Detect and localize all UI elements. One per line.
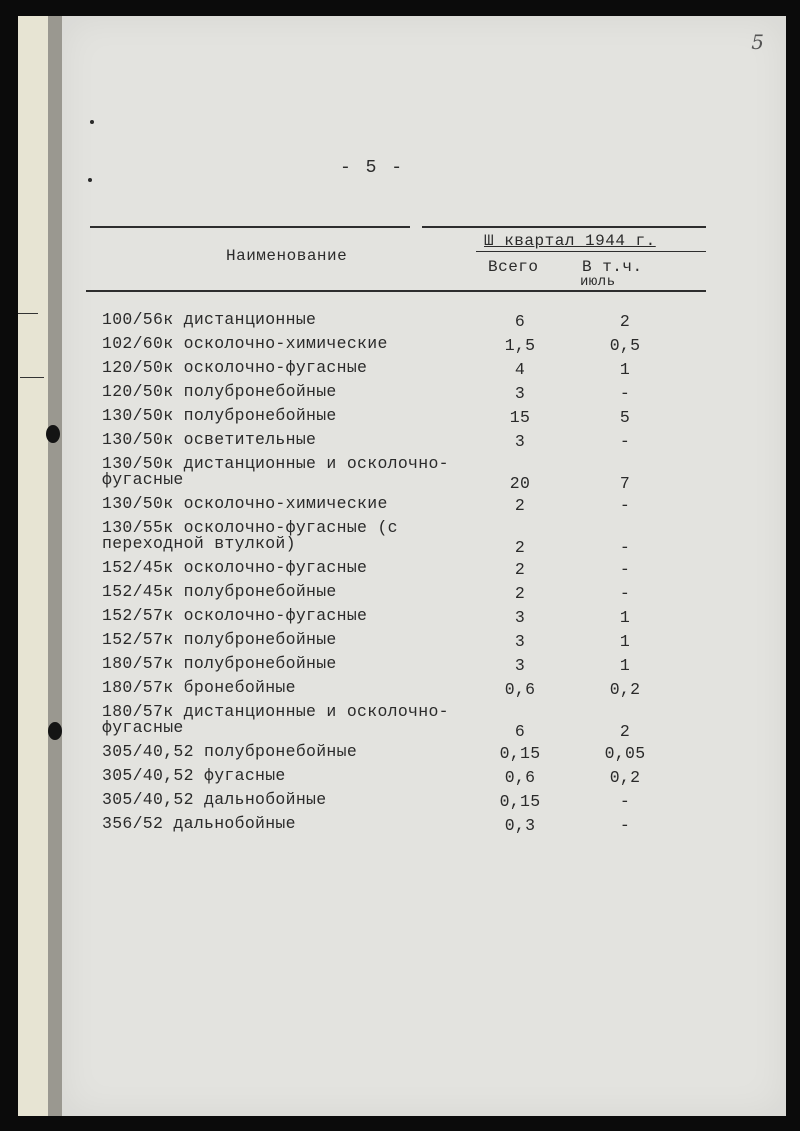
row-total: 20 [509, 474, 531, 493]
table-row [102, 408, 662, 430]
column-header-total: Всего [488, 258, 539, 276]
table-row [102, 336, 662, 358]
row-name: 305/40,52 дальнобойные [102, 790, 327, 809]
row-name: 152/57к осколочно-фугасные [102, 606, 368, 625]
row-total: 4 [514, 360, 526, 379]
table-row [102, 768, 662, 790]
table-row [102, 518, 662, 557]
row-name: 305/40,52 фугасные [102, 766, 286, 785]
row-total: 0,15 [499, 744, 541, 763]
table-top-rule [90, 226, 410, 228]
row-total: 3 [514, 384, 526, 403]
row-july: - [619, 792, 631, 811]
row-july: - [619, 384, 631, 403]
row-name: 120/50к полубронебойные [102, 382, 337, 401]
table-row [102, 816, 662, 838]
table-row [102, 656, 662, 678]
row-total: 3 [514, 656, 526, 675]
row-july: 1 [619, 360, 631, 379]
column-header-name: Наименование [226, 247, 348, 265]
table-row [102, 632, 662, 654]
punch-hole [48, 722, 62, 740]
column-header-incl-line2: июль [580, 274, 616, 290]
row-july: 0,2 [609, 768, 641, 787]
row-total: 0,3 [504, 816, 536, 835]
row-total: 3 [514, 608, 526, 627]
row-july: 0,5 [609, 336, 641, 355]
row-total: 0,15 [499, 792, 541, 811]
table-row [102, 454, 702, 493]
table-row [102, 560, 662, 582]
row-july: - [619, 584, 631, 603]
row-july: 2 [619, 312, 631, 331]
page-number: - 5 - [340, 158, 405, 178]
row-name: 130/50к полубронебойные [102, 406, 337, 425]
row-july: 0,2 [609, 680, 641, 699]
row-name: 180/57к полубронебойные [102, 654, 337, 673]
margin-tick [20, 377, 44, 378]
period-underline [476, 251, 706, 252]
row-july: 1 [619, 632, 631, 651]
margin-tick [18, 313, 38, 314]
row-july: 1 [619, 608, 631, 627]
row-total: 6 [514, 722, 526, 741]
ink-dot [88, 178, 92, 182]
row-total: 2 [514, 560, 526, 579]
row-name: 120/50к осколочно-фугасные [102, 358, 368, 377]
table-row [102, 584, 662, 606]
table-top-rule [422, 226, 706, 228]
row-name: 180/57к дистанционные и осколочно-фугасные [102, 702, 449, 737]
column-header-incl-line1: В т.ч. [582, 258, 643, 276]
row-name: 152/45к осколочно-фугасные [102, 558, 368, 577]
table-row [102, 680, 662, 702]
row-total: 3 [514, 632, 526, 651]
row-july: 5 [619, 408, 631, 427]
row-name: 356/52 дальнобойные [102, 814, 296, 833]
table-header-bottom-rule [86, 290, 706, 292]
row-name: 305/40,52 полубронебойные [102, 742, 358, 761]
table-row [102, 384, 662, 406]
corner-page-number: 5 [751, 30, 764, 54]
table-row [102, 744, 662, 766]
table-row [102, 608, 662, 630]
column-header-period: Ш квартал 1944 г. [484, 232, 656, 250]
row-name: 130/55к осколочно-фугасные (с переходной втулкой) [102, 518, 398, 553]
row-july: - [619, 496, 631, 515]
row-total: 1,5 [504, 336, 536, 355]
row-july: - [619, 432, 631, 451]
row-total: 15 [509, 408, 531, 427]
row-july: 2 [619, 722, 631, 741]
row-july: - [619, 538, 631, 557]
row-name: 102/60к осколочно-химические [102, 334, 388, 353]
row-name: 180/57к бронебойные [102, 678, 296, 697]
binding-strip [18, 16, 51, 1116]
row-july: 7 [619, 474, 631, 493]
row-total: 2 [514, 538, 526, 557]
table-row [102, 432, 662, 454]
row-name: 130/50к осколочно-химические [102, 494, 388, 513]
ink-dot [90, 120, 94, 124]
table-row [102, 792, 662, 814]
table-row [102, 702, 702, 741]
row-july: - [619, 560, 631, 579]
row-name: 152/45к полубронебойные [102, 582, 337, 601]
row-name: 130/50к дистанционные и осколочно-фугасные [102, 454, 449, 489]
row-july: 1 [619, 656, 631, 675]
row-total: 2 [514, 584, 526, 603]
row-name: 100/56к дистанционные [102, 310, 317, 329]
row-total: 2 [514, 496, 526, 515]
row-name: 130/50к осветительные [102, 430, 317, 449]
row-total: 3 [514, 432, 526, 451]
row-name: 152/57к полубронебойные [102, 630, 337, 649]
table-row [102, 496, 662, 518]
row-july: - [619, 816, 631, 835]
row-total: 0,6 [504, 768, 536, 787]
table-row [102, 360, 662, 382]
table-row [102, 312, 662, 334]
row-total: 0,6 [504, 680, 536, 699]
row-total: 6 [514, 312, 526, 331]
punch-hole [46, 425, 60, 443]
row-july: 0,05 [604, 744, 646, 763]
